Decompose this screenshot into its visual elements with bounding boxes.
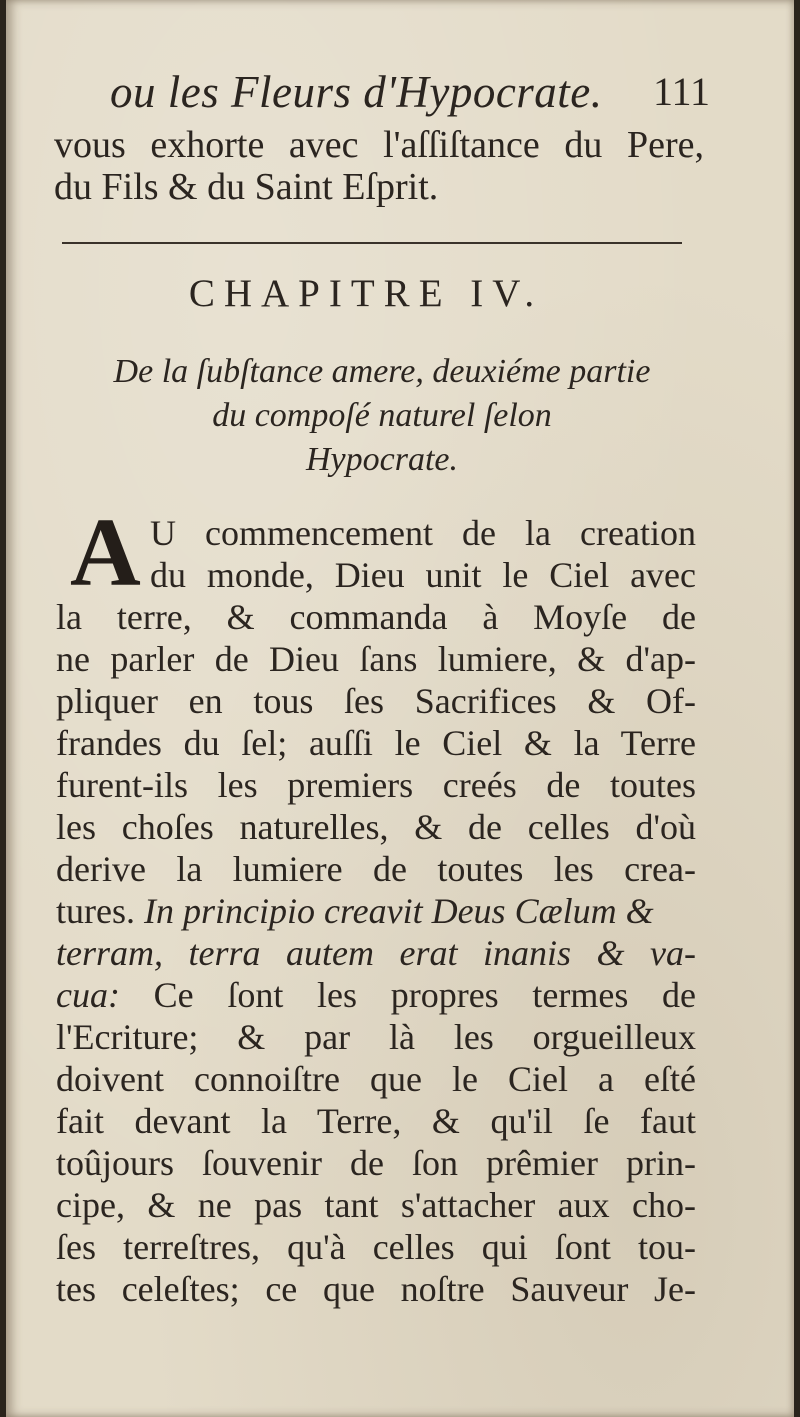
running-title: ou les Fleurs d'Hypocrate. [110, 67, 603, 117]
page-number: 111 [652, 69, 710, 114]
body-line-text: du monde, Dieu unit le Ciel avec [150, 555, 696, 595]
body-line [56, 1100, 696, 1142]
body-line [56, 1268, 696, 1310]
body-line [56, 974, 696, 1016]
chapter-heading: CHAPITRE IV. [188, 272, 544, 315]
subtitle-line: du compoſé naturel ſelon [212, 397, 552, 434]
body-line [56, 1226, 696, 1268]
body-line-text: fait devant la Terre, & qu'il ſe faut [56, 1101, 696, 1141]
body-line [56, 722, 696, 764]
body-line [150, 512, 696, 554]
body-line-text: tures. [56, 891, 144, 931]
body-line-text: furent-ils les premiers creés de toutes [56, 765, 696, 805]
body-line-text: ne parler de Dieu ſans lumiere, & d'ap- [56, 639, 696, 679]
page-header [110, 62, 710, 122]
body-line [56, 1058, 696, 1100]
body-line-text: toûjours ſouvenir de ſon prêmier prin- [56, 1143, 696, 1183]
body-line [56, 890, 696, 932]
intro-line: du Fils & du Saint Eſprit. [54, 166, 439, 208]
body-line [56, 638, 696, 680]
drop-cap: A [70, 499, 141, 607]
body-line-text: cipe, & ne pas tant s'attacher aux cho- [56, 1185, 696, 1225]
body-line [56, 806, 696, 848]
book-page [6, 0, 794, 1417]
body-line-text: doivent connoiſtre que le Ciel a eſté [56, 1059, 696, 1099]
body-line-text: l'Ecriture; & par là les orgueilleux [56, 1017, 696, 1057]
body-line [56, 1016, 696, 1058]
body-line [56, 1142, 696, 1184]
body-line [56, 1184, 696, 1226]
body-line-text: tes celeſtes; ce que noſtre Sauveur Je- [56, 1269, 696, 1309]
body-line-text: U commencement de la creation [150, 513, 696, 553]
latin-quotation: In principio creavit Deus Cælum & [143, 891, 654, 931]
body-line-text: derive la lumiere de toutes les crea- [56, 849, 696, 889]
section-rule [62, 242, 682, 244]
intro-paragraph [54, 124, 704, 208]
body-line-text: frandes du ſel; auſſi le Ciel & la Terre [56, 723, 696, 763]
subtitle-line: Hypocrate. [305, 441, 458, 478]
body-line-text: Ce ſont les propres termes de [153, 975, 696, 1015]
latin-quotation: cua: [56, 975, 154, 1015]
body-line-text: ſes terreſtres, qu'à celles qui ſont tou- [56, 1227, 696, 1267]
body-line [56, 596, 696, 638]
body-line [56, 848, 696, 890]
body-line [56, 680, 696, 722]
body-line-text: la terre, & commanda à Moyſe de [56, 597, 696, 637]
chapter-subtitle [62, 350, 702, 482]
subtitle-line: De la ſubſtance amere, deuxiéme partie [113, 353, 651, 390]
body-line [56, 932, 696, 974]
body-line-text: les choſes naturelles, & de celles d'où [56, 807, 696, 847]
body-line [56, 764, 696, 806]
body-line [150, 554, 696, 596]
latin-quotation: terram, terra autem erat inanis & va- [56, 933, 696, 973]
intro-line: vous exhorte avec l'aſſiſtance du Pere, [54, 124, 704, 166]
body-line-text: pliquer en tous ſes Sacrifices & Of- [56, 681, 696, 721]
